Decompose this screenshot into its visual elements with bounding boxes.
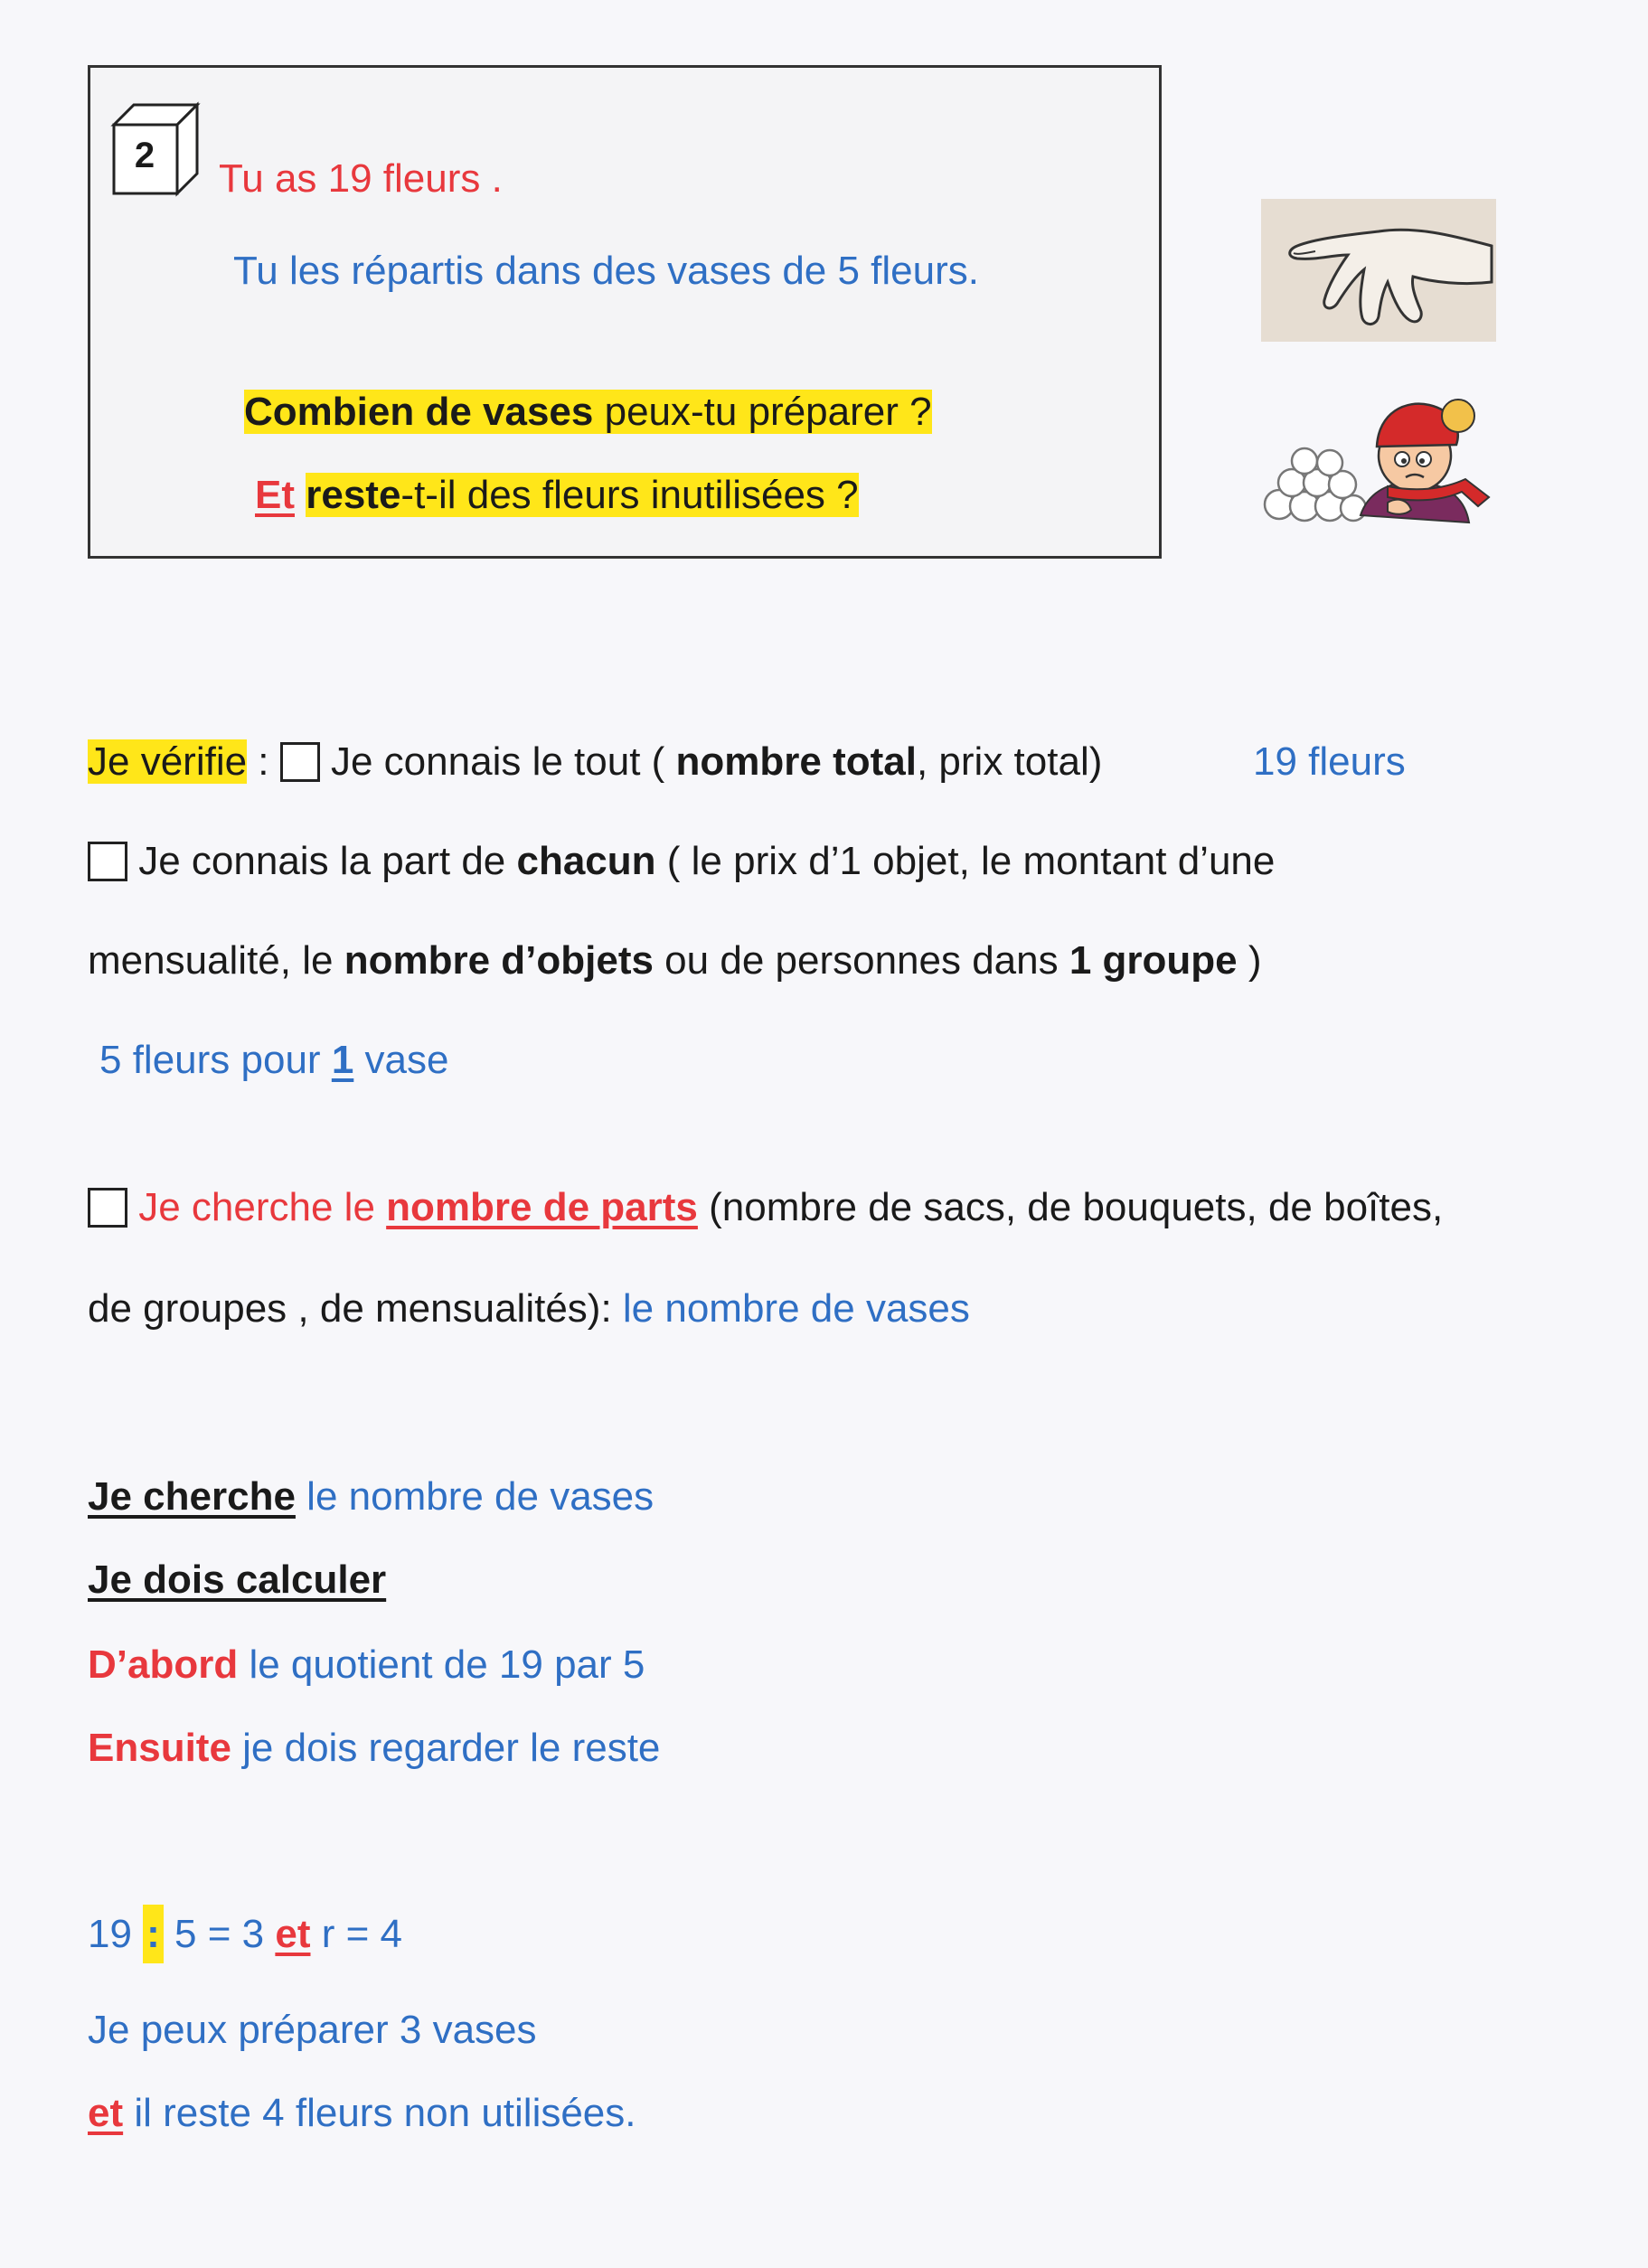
verify-answer-3: le nombre de vases xyxy=(611,1286,970,1331)
verify-line-2 xyxy=(88,836,1275,887)
solve-ensuite-label: Ensuite xyxy=(88,1726,231,1770)
verify-item-1-bold: nombre total xyxy=(675,739,917,784)
verify-item-2-line2-post: ) xyxy=(1237,938,1262,983)
verify-answer-2-pre: 5 fleurs pour xyxy=(99,1038,332,1082)
solve-calc-label: Je dois calculer xyxy=(88,1557,387,1602)
verify-answer-2-post: vase xyxy=(353,1038,449,1082)
checkbox-chacun[interactable] xyxy=(88,842,127,881)
verify-line-5 xyxy=(88,1284,970,1334)
verify-item-2-line2-pre: mensualité, le xyxy=(88,938,344,983)
problem-line-1: Tu as 19 fleurs . xyxy=(219,156,503,201)
verify-answer-2-num: 1 xyxy=(331,1038,354,1082)
answer-2-rest: il reste 4 fleurs non utilisées. xyxy=(123,2091,636,2135)
verify-item-1: Je connais le tout ( xyxy=(319,739,676,784)
verify-item-2-line2-bold1: nombre d’objets xyxy=(344,938,654,983)
verify-line-1 xyxy=(88,737,1102,787)
equation-b: 5 = 3 xyxy=(163,1912,276,1956)
verify-item-2: Je connais la part de xyxy=(127,839,517,883)
checkbox-parts[interactable] xyxy=(88,1188,127,1228)
verify-item-3-line2: de groupes , de mensualités): xyxy=(88,1286,612,1331)
equation-a: 19 xyxy=(88,1912,144,1956)
hand-icon xyxy=(1261,199,1496,342)
question-1-highlight: Combien de vases xyxy=(244,390,594,434)
question-2-reste: reste xyxy=(306,473,401,517)
verify-item-3: Je cherche le xyxy=(127,1185,387,1229)
verify-item-2-bold: chacun xyxy=(516,839,656,883)
problem-line-2: Tu les répartis dans des vases de 5 fleurs. xyxy=(233,249,979,293)
verify-answer-2 xyxy=(99,1035,448,1086)
verify-item-2-line2-bold2: 1 groupe xyxy=(1069,938,1238,983)
verify-item-3-bold: nombre de parts xyxy=(386,1185,698,1229)
solve-cherche-value: le nombre de vases xyxy=(295,1474,654,1519)
solve-cherche xyxy=(88,1472,654,1522)
question-2-rest: -t-il des fleurs inutilisées ? xyxy=(400,473,859,517)
solve-cherche-label: Je cherche xyxy=(88,1474,296,1519)
equation-operator: : xyxy=(143,1905,164,1963)
solve-ensuite xyxy=(88,1723,660,1774)
answer-2-et: et xyxy=(88,2091,124,2135)
verify-colon: : xyxy=(247,739,269,784)
verify-answer-1: 19 fleurs xyxy=(1253,739,1406,784)
problem-number: 2 xyxy=(134,136,155,175)
verify-line-4 xyxy=(88,1182,1443,1233)
equation xyxy=(88,1909,402,1960)
verify-item-3-post: (nombre de sacs, de bouquets, de boîtes, xyxy=(697,1185,1444,1229)
solve-ensuite-value: je dois regarder le reste xyxy=(231,1726,661,1770)
kid-snowballs-icon xyxy=(1252,380,1496,533)
verify-label: Je vérifie xyxy=(88,739,248,784)
verify-line-3 xyxy=(88,936,1262,986)
answer-1: Je peux préparer 3 vases xyxy=(88,2008,537,2052)
verify-item-2-post: ( le prix d’1 objet, le montant d’une xyxy=(655,839,1276,883)
equation-r: r = 4 xyxy=(310,1912,402,1956)
question-1-rest: peux-tu préparer ? xyxy=(593,390,932,434)
question-2-et: Et xyxy=(255,473,295,517)
solve-dabord-label: D’abord xyxy=(88,1642,239,1687)
verify-item-1-post: , prix total) xyxy=(916,739,1103,784)
checkbox-total[interactable] xyxy=(280,742,320,782)
answer-2 xyxy=(88,2088,636,2139)
solve-dabord xyxy=(88,1640,645,1690)
question-1 xyxy=(244,387,932,438)
solve-dabord-value: le quotient de 19 par 5 xyxy=(238,1642,645,1687)
verify-item-2-line2-mid: ou de personnes dans xyxy=(653,938,1069,983)
equation-et: et xyxy=(275,1912,311,1956)
question-2 xyxy=(255,470,859,521)
